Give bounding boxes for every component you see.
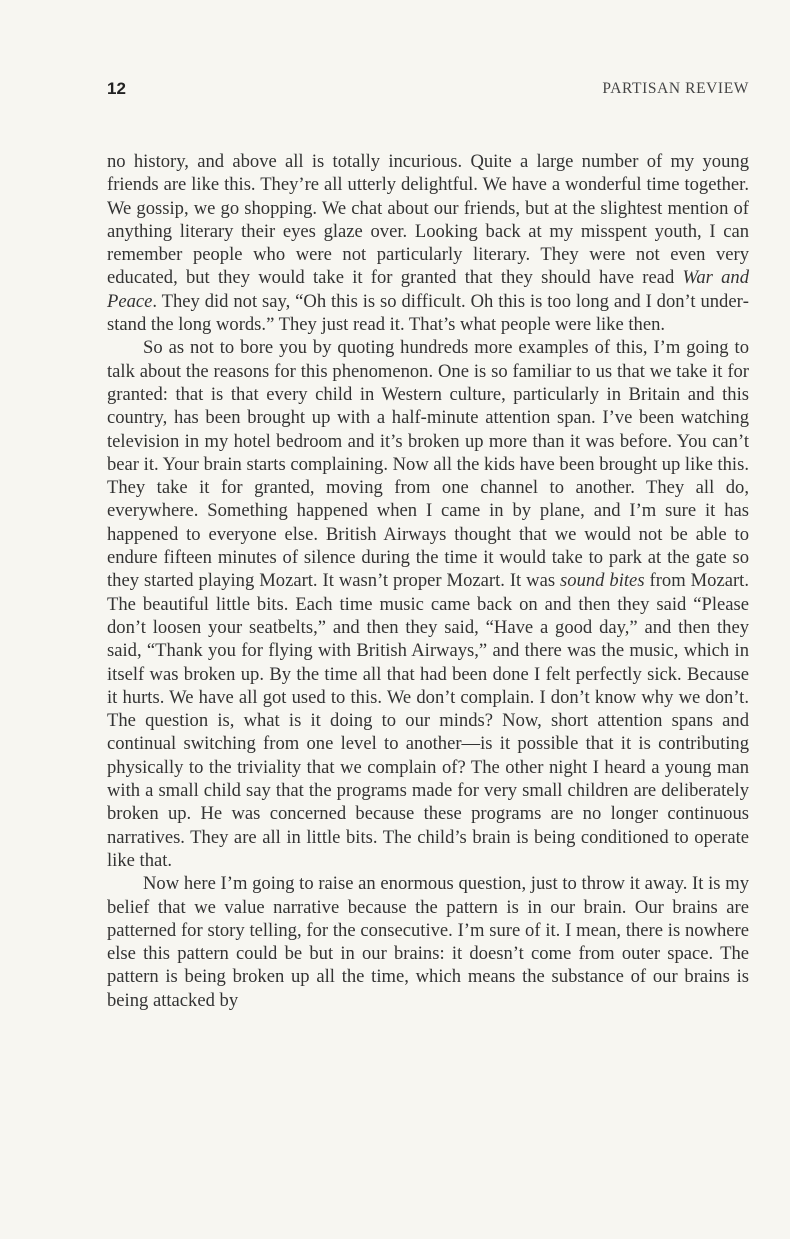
page-number: 12 (107, 79, 126, 98)
text-segment: So as not to bore you by quoting hundreds more examples of this, I’m going to talk about the reasons for this phenomenon. One is so familiar to us that we take it for granted: that is that every child in Western culture, particularly in Britain and this country, has been brought up with a half-minute attention span. I’ve been watching television in my hotel bedroom and it’s broken up more than it was before. You can’t bear it. Your brain starts complaining. Now all the kids have been brought up like this. They take it for granted, moving from one channel to another. They all do, everywhere. Something happened when I came in by plane, and I’m sure it has happened to everyone else. British Airways thought that we would not be able to endure fifteen minutes of silence during the time it would take to park at the gate so they started playing Mozart. It wasn’t proper Mozart. It was (107, 337, 749, 592)
page-header (107, 79, 749, 103)
text-segment: from Mozart. The beautiful little bits. Each time music came back on and then they said “Please don’t loosen your seatbelts,” and then they said, “Have a good day,” and then they said, “Thank you for flying with British Airways,” and there was the music, which in itself was broken up. By the time all that had been done I felt perfectly sick. Because it hurts. We have all got used to this. We don’t complain. I don’t know why we don’t. The question is, what is it doing to our minds? Now, short attention spans and continual switching from one level to another—is it possible that it is contributing physically to the triviality that we complain of? The other night I heard a young man with a small child say that the programs made for very small children are deliberately broken up. He was concerned because these programs are no longer continuous narratives. They are all in little bits. The child’s brain is being conditioned to operate like that. (107, 570, 749, 871)
text-segment: . They did not say, “Oh this is so difficult. Oh this is too long and I don’t understand the long words.” They just read it. That’s what people were like then. (107, 290, 749, 336)
book-title: War and Peace (107, 267, 750, 312)
paragraph (107, 336, 749, 872)
italic-phrase: sound bites (560, 570, 645, 592)
paragraph (107, 872, 749, 1012)
running-head: PARTISAN REVIEW (602, 80, 749, 97)
paragraph (107, 150, 749, 336)
body-text (107, 150, 749, 1012)
text-segment: no history, and above all is totally incurious. Quite a large number of my young friends are like this. They’re all utterly delightful. We have a wonderful time together. We gossip, we go shopping. We chat about our friends, but at the slightest mention of anything literary their eyes glaze over. Looking back at my misspent youth, I can remember people who were not particularly literary. They were not even very educated, but they would take it for granted that they should have read (107, 151, 749, 289)
text-segment: Now here I’m going to raise an enormous question, just to throw it away. It is my belief that we value narrative because the pattern is in our brain. Our brains are patterned for story telling, for the consecutive. I’m sure of it. I mean, there is nowhere else this pattern could be but in our brains: it doesn’t come from outer space. The pattern is being broken up all the time, which means the substance of our brains is being attacked by (107, 873, 749, 1011)
